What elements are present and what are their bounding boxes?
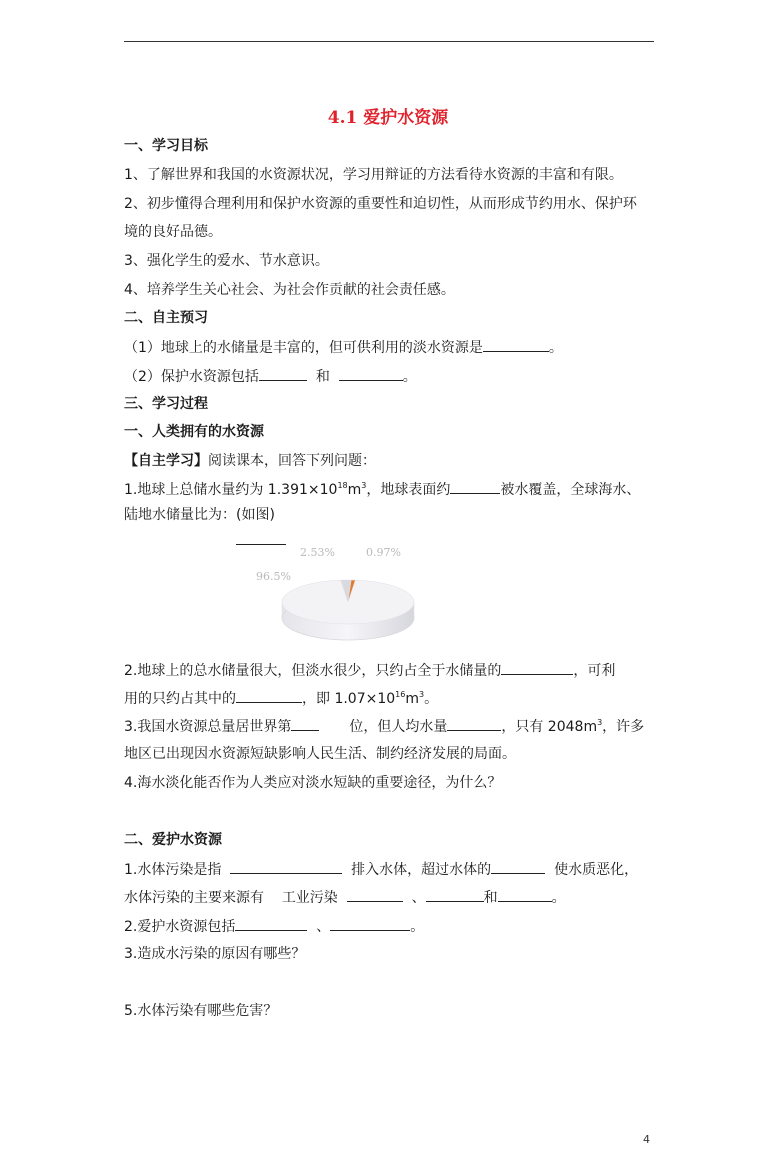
self-study-tag: 【自主学习】	[124, 453, 208, 469]
goal-2-line-2: 境的良好品德。	[124, 224, 222, 240]
protect-text-8: 。	[551, 890, 566, 906]
answer-blank[interactable]	[498, 887, 552, 902]
exponent: 3	[419, 690, 425, 699]
goal-3: 3、强化学生的爱水、节水意识。	[124, 253, 329, 269]
exponent: 16	[395, 690, 406, 699]
protect-text-3: 使水质恶化，	[554, 862, 639, 878]
answer-blank[interactable]	[330, 916, 410, 931]
protect-text-2: 排入水体，超过水体的	[351, 862, 492, 878]
p2-text: 2.地球上的总水储量很大，但淡水很少，只约占全于水储量的	[124, 663, 502, 679]
p3-text: 3.我国水资源总量居世界第	[124, 719, 292, 735]
process-item-4: 4.海水淡化能否作为人类应对淡水短缺的重要途径，为什么？	[124, 775, 502, 791]
page-number: 4	[643, 1133, 650, 1146]
p2-text-3: ，即 1.07×10	[302, 691, 396, 707]
protect-text-9: 2.爱护水资源包括	[124, 919, 236, 935]
preview-q2-text: （2）保护水资源包括	[124, 369, 259, 385]
protect-text-10: 、	[316, 919, 331, 935]
p3-text-2: 位，但人均水量	[349, 719, 448, 735]
p2-text-end: ，可利	[573, 663, 616, 679]
section-goals-heading: 一、学习目标	[124, 138, 208, 154]
preview-q2-end: 。	[402, 369, 417, 385]
section-protect-heading: 二、爱护水资源	[124, 832, 222, 848]
answer-blank[interactable]	[230, 859, 342, 874]
protect-text-5: 工业污染	[281, 890, 338, 906]
process-item-1-line-2: 陆地水储量比为：(如图)	[124, 507, 275, 523]
answer-blank[interactable]	[426, 887, 484, 902]
protect-text-7: 和	[483, 890, 498, 906]
answer-blank[interactable]	[347, 887, 403, 902]
preview-question-1	[124, 337, 563, 358]
process-item-2-line-2	[124, 688, 438, 709]
answer-blank[interactable]	[483, 337, 549, 352]
preview-q1-text: （1）地球上的水储量是丰富的，但可供利用的淡水资源是	[124, 340, 483, 356]
exponent: 3	[597, 718, 603, 727]
protect-text-11: 。	[410, 919, 425, 935]
header-rule	[124, 41, 654, 42]
answer-blank[interactable]	[291, 716, 319, 731]
process-item-2-line-1	[124, 660, 615, 681]
goal-4: 4、培养学生关心社会、为社会作贡献的社会责任感。	[124, 282, 455, 298]
preview-question-2	[124, 366, 417, 387]
p1-text-2: ，地球表面约	[366, 482, 451, 498]
answer-blank[interactable]	[491, 859, 545, 874]
self-study-line	[124, 451, 376, 471]
preview-q2-and: 和	[315, 369, 330, 385]
protect-item-2	[124, 916, 424, 937]
goal-2-line-1: 2、初步懂得合理利用和保护水资源的重要性和迫切性，从而形成节约用水、保护环	[124, 196, 637, 212]
answer-blank[interactable]	[259, 366, 307, 381]
answer-blank[interactable]	[450, 479, 500, 494]
section-preview-heading: 二、自主预习	[124, 310, 208, 326]
process-item-3-line-1	[124, 716, 644, 737]
exponent: 18	[337, 481, 348, 490]
protect-text: 1.水体污染是指	[124, 862, 222, 878]
unit: m	[347, 482, 362, 498]
answer-blank[interactable]	[236, 688, 302, 703]
goal-1: 1、了解世界和我国的水资源状况，学习用辩证的方法看待水资源的丰富和有限。	[124, 167, 623, 183]
answer-blank[interactable]	[339, 366, 403, 381]
pie-label-1: 2.53%	[300, 546, 335, 559]
subsection-water-resources-heading: 一、人类拥有的水资源	[124, 424, 264, 440]
protect-item-1-line-2	[124, 887, 566, 908]
protect-item-5: 5.水体污染有哪些危害？	[124, 1003, 278, 1019]
answer-blank[interactable]	[447, 716, 501, 731]
p1-text: 1.地球上总储水量约为 1.391×10	[124, 482, 338, 498]
answer-blank[interactable]	[501, 660, 573, 675]
water-distribution-pie-chart	[230, 536, 420, 644]
process-item-1-line-1	[124, 479, 640, 500]
page-title: 4.1 爱护水资源	[327, 108, 449, 128]
protect-item-3: 3.造成水污染的原因有哪些？	[124, 946, 306, 962]
p3-text-3: ，只有 2048m	[501, 719, 598, 735]
p3-text-4: ，许多	[602, 719, 645, 735]
exponent: 3	[361, 481, 367, 490]
protect-text-4: 水体污染的主要来源有	[124, 890, 264, 906]
process-item-3-line-2: 地区已出现因水资源短缺影响人民生活、制约经济发展的局面。	[124, 746, 516, 762]
p2-text-end-2: 。	[424, 691, 439, 707]
protect-item-1-line-1	[124, 859, 638, 880]
answer-blank[interactable]	[235, 916, 307, 931]
p1-text-3: 被水覆盖，全球海水、	[500, 482, 641, 498]
unit: m	[405, 691, 419, 707]
section-process-heading: 三、学习过程	[124, 396, 208, 412]
pie-label-2: 0.97%	[366, 546, 401, 559]
self-study-text: 阅读课本，回答下列问题：	[208, 453, 376, 469]
preview-q1-end: 。	[548, 340, 563, 356]
protect-text-6: 、	[411, 890, 426, 906]
p2-text-2: 用的只约占其中的	[124, 691, 236, 707]
pie-label-0: 96.5%	[256, 570, 291, 583]
